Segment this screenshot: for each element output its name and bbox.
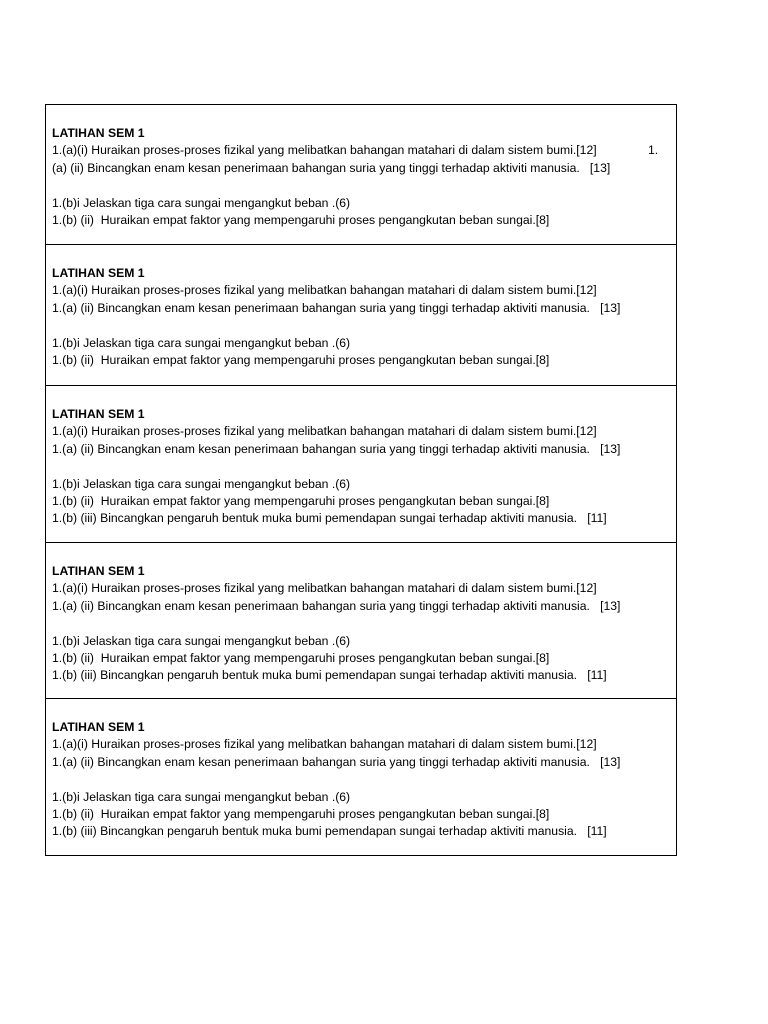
exercise-box-4 <box>46 543 676 699</box>
spacer <box>52 177 676 194</box>
question-1b-i: 1.(b)i Jelaskan tiga cara sungai mengangkut beban .(6) <box>52 789 351 804</box>
question-1a-ii: 1.(a) (ii) Bincangkan enam kesan penerimaan bahangan suria yang tinggi terhadap aktiviti manusia. [13] <box>52 754 621 769</box>
question-1a-i: 1.(a)(i) Huraikan proses-proses fizikal yang melibatkan bahangan matahari di dalam sistem bumi.[12] <box>52 737 597 752</box>
question-1a-ii: (a) (ii) Bincangkan enam kesan penerimaan bahangan suria yang tinggi terhadap aktiviti manusia. [13] <box>52 160 611 175</box>
exercise-title: LATIHAN SEM 1 <box>52 720 145 734</box>
question-1b-ii: 1.(b) (ii) Huraikan empat faktor yang mempengaruhi proses pengangkutan beban sungai.[8] <box>52 806 550 821</box>
exercise-title: LATIHAN SEM 1 <box>52 407 145 421</box>
exercise-box-1 <box>46 105 676 245</box>
question-1a-i: 1.(a)(i) Huraikan proses-proses fizikal yang melibatkan bahangan matahari di dalam sistem bumi.[12] <box>52 283 597 298</box>
question-1b-i: 1.(b)i Jelaskan tiga cara sungai mengangkut beban .(6) <box>52 633 351 648</box>
question-1b-ii: 1.(b) (ii) Huraikan empat faktor yang mempengaruhi proses pengangkutan beban sungai.[8] <box>52 650 550 665</box>
exercise-title: LATIHAN SEM 1 <box>52 564 145 578</box>
exercise-title: LATIHAN SEM 1 <box>52 266 145 280</box>
question-1a-i: 1.(a)(i) Huraikan proses-proses fizikal yang melibatkan bahangan matahari di dalam sistem bumi.[12] <box>52 143 597 158</box>
question-1b-i: 1.(b)i Jelaskan tiga cara sungai mengangkut beban .(6) <box>52 476 351 491</box>
question-1a-ii: 1.(a) (ii) Bincangkan enam kesan penerimaan bahangan suria yang tinggi terhadap aktiviti manusia. [13] <box>52 598 621 613</box>
spacer <box>52 458 676 475</box>
question-1b-iii: 1.(b) (iii) Bincangkan pengaruh bentuk muka bumi pemendapan sungai terhadap aktiviti manusia. [11] <box>52 824 607 839</box>
exercise-box-5 <box>46 699 676 855</box>
question-1b-ii: 1.(b) (ii) Huraikan empat faktor yang mempengaruhi proses pengangkutan beban sungai.[8] <box>52 352 550 367</box>
spacer <box>52 771 676 788</box>
exercise-box-3 <box>46 386 676 543</box>
exercise-title: LATIHAN SEM 1 <box>52 126 145 140</box>
question-1a-ii: 1.(a) (ii) Bincangkan enam kesan penerimaan bahangan suria yang tinggi terhadap aktiviti manusia. [13] <box>52 300 621 315</box>
question-1b-i: 1.(b)i Jelaskan tiga cara sungai mengangkut beban .(6) <box>52 195 351 210</box>
question-1a-i: 1.(a)(i) Huraikan proses-proses fizikal yang melibatkan bahangan matahari di dalam sistem bumi.[12] <box>52 424 597 439</box>
question-1b-ii: 1.(b) (ii) Huraikan empat faktor yang mempengaruhi proses pengangkutan beban sungai.[8] <box>52 493 550 508</box>
spacer <box>52 615 676 632</box>
question-1b-iii: 1.(b) (iii) Bincangkan pengaruh bentuk muka bumi pemendapan sungai terhadap aktiviti manusia. [11] <box>52 668 607 683</box>
exercise-sheet <box>45 104 677 856</box>
question-1b-ii: 1.(b) (ii) Huraikan empat faktor yang mempengaruhi proses pengangkutan beban sungai.[8] <box>52 212 550 227</box>
spacer <box>52 317 676 334</box>
question-1b-i: 1.(b)i Jelaskan tiga cara sungai mengangkut beban .(6) <box>52 335 351 350</box>
question-1b-iii: 1.(b) (iii) Bincangkan pengaruh bentuk muka bumi pemendapan sungai terhadap aktiviti manusia. [11] <box>52 511 607 526</box>
question-1a-i: 1.(a)(i) Huraikan proses-proses fizikal yang melibatkan bahangan matahari di dalam sistem bumi.[12] <box>52 581 597 596</box>
question-1a-ii: 1.(a) (ii) Bincangkan enam kesan penerimaan bahangan suria yang tinggi terhadap aktiviti manusia. [13] <box>52 441 621 456</box>
stray-question-number: 1. <box>648 143 659 157</box>
exercise-box-2 <box>46 245 676 386</box>
